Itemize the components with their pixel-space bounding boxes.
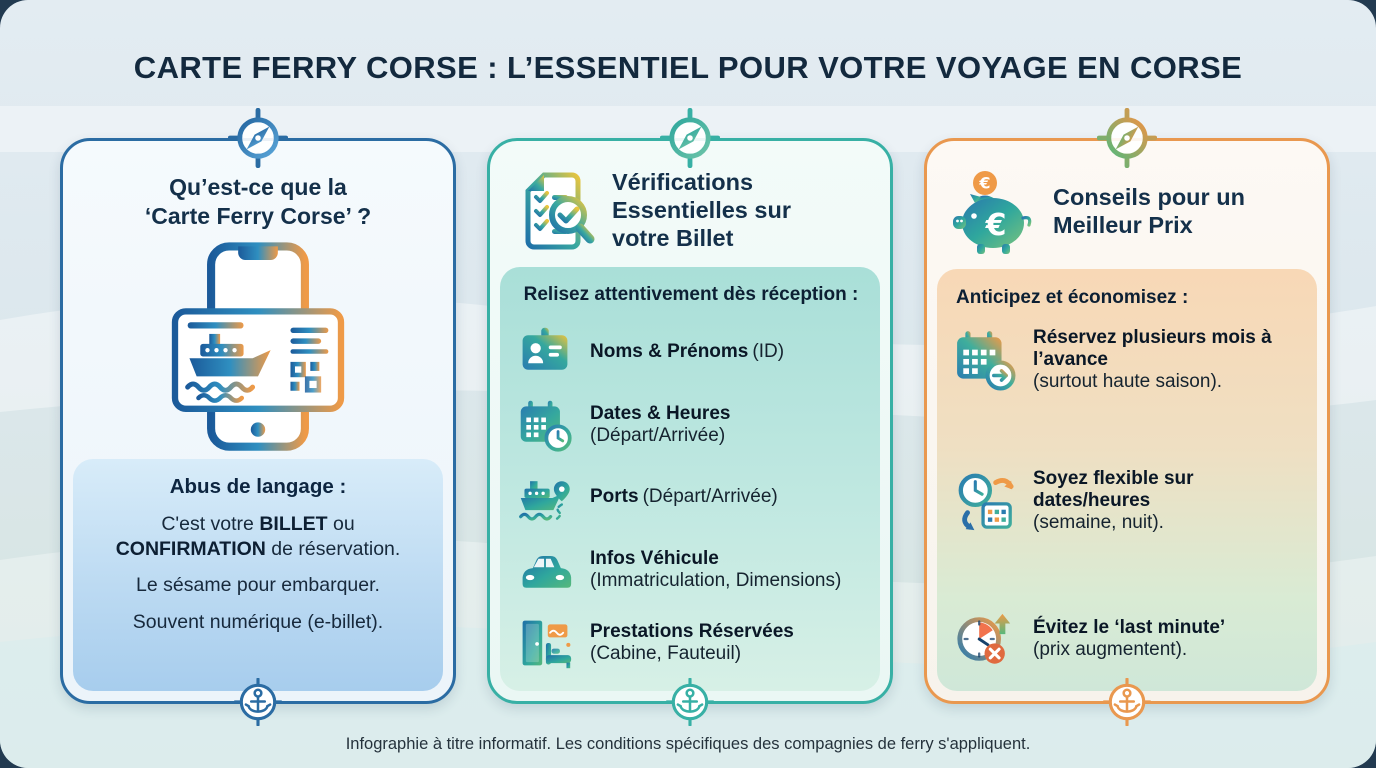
compass-icon — [1097, 108, 1157, 168]
verifications-panel — [500, 267, 880, 691]
cards-row — [60, 138, 1330, 704]
card-what-is-carte-ferry — [60, 138, 456, 704]
list-item-ports: Ports (Départ/Arrivée) — [517, 470, 863, 526]
list-item-flexible-dates: Soyez flexible sur dates/heures (semaine, nuit). — [954, 468, 1300, 535]
list-item-dates-heures: Dates & Heures (Départ/Arrivée) — [517, 397, 863, 453]
card-title: Vérifications Essentielles sur votre Billet — [612, 169, 791, 251]
card-title — [73, 173, 443, 231]
list-item-noms-prenoms: Noms & Prénoms (ID) — [517, 324, 863, 380]
conseils-panel — [937, 269, 1317, 691]
anchor-icon — [234, 678, 282, 726]
card-title-line2: ‘Carte Ferry Corse’ ? — [144, 202, 372, 229]
card-header — [937, 151, 1317, 269]
svg-text:€: € — [985, 208, 1007, 243]
list-item-infos-vehicule: Infos Véhicule (Immatriculation, Dimensions) — [517, 542, 863, 598]
clock-calendar-swap-icon — [954, 470, 1016, 532]
anchor-icon — [1103, 678, 1151, 726]
abus-line-1: C'est votre BILLET ou CONFIRMATION de réservation. — [115, 512, 401, 560]
card-title-line1: Qu’est-ce que la — [169, 174, 347, 200]
card-header — [500, 151, 880, 267]
cabin-bed-icon — [517, 615, 573, 671]
card-verifications-billet — [487, 138, 893, 704]
list-item-evitez-last-minute: Évitez le ‘last minute’ (prix augmentent). — [954, 608, 1300, 670]
panel-heading: Anticipez et économisez : — [956, 287, 1189, 308]
card-title: Conseils pour un Meilleur Prix — [1053, 184, 1245, 238]
clock-cancel-icon — [954, 608, 1016, 670]
checklist-magnifier-icon — [510, 167, 598, 255]
calendar-clock-icon — [517, 397, 573, 453]
card-conseils-prix — [924, 138, 1330, 704]
compass-icon — [228, 108, 288, 168]
disclaimer-text: Infographie à titre informatif. Les conditions spécifiques des compagnies de ferry s'appliquent. — [345, 735, 1031, 753]
piggy-bank-euro-icon — [947, 167, 1039, 257]
tips-items — [954, 322, 1300, 675]
compass-icon — [660, 108, 720, 168]
checklist-items — [517, 319, 863, 676]
abus-de-langage-panel — [73, 459, 443, 692]
abus-line-2: Le sésame pour embarquer. — [136, 574, 380, 597]
phone-ferry-ticket-icon — [154, 241, 362, 453]
id-card-icon — [517, 324, 573, 380]
car-icon — [517, 542, 573, 598]
panel-heading: Relisez attentivement dès réception : — [523, 284, 859, 305]
calendar-forward-icon — [954, 329, 1016, 391]
anchor-icon — [666, 678, 714, 726]
list-item-reservez-avance: Réservez plusieurs mois à l’avance (surtout haute saison). — [954, 327, 1300, 394]
page-title: CARTE FERRY CORSE : L’ESSENTIEL POUR VOTRE VOYAGE EN CORSE — [133, 50, 1243, 85]
list-item-prestations: Prestations Réservées (Cabine, Fauteuil) — [517, 615, 863, 671]
abus-line-3: Souvent numérique (e-billet). — [132, 610, 384, 633]
svg-text:€: € — [979, 173, 991, 193]
abus-heading: Abus de langage : — [169, 474, 347, 498]
ship-route-icon — [517, 470, 573, 526]
